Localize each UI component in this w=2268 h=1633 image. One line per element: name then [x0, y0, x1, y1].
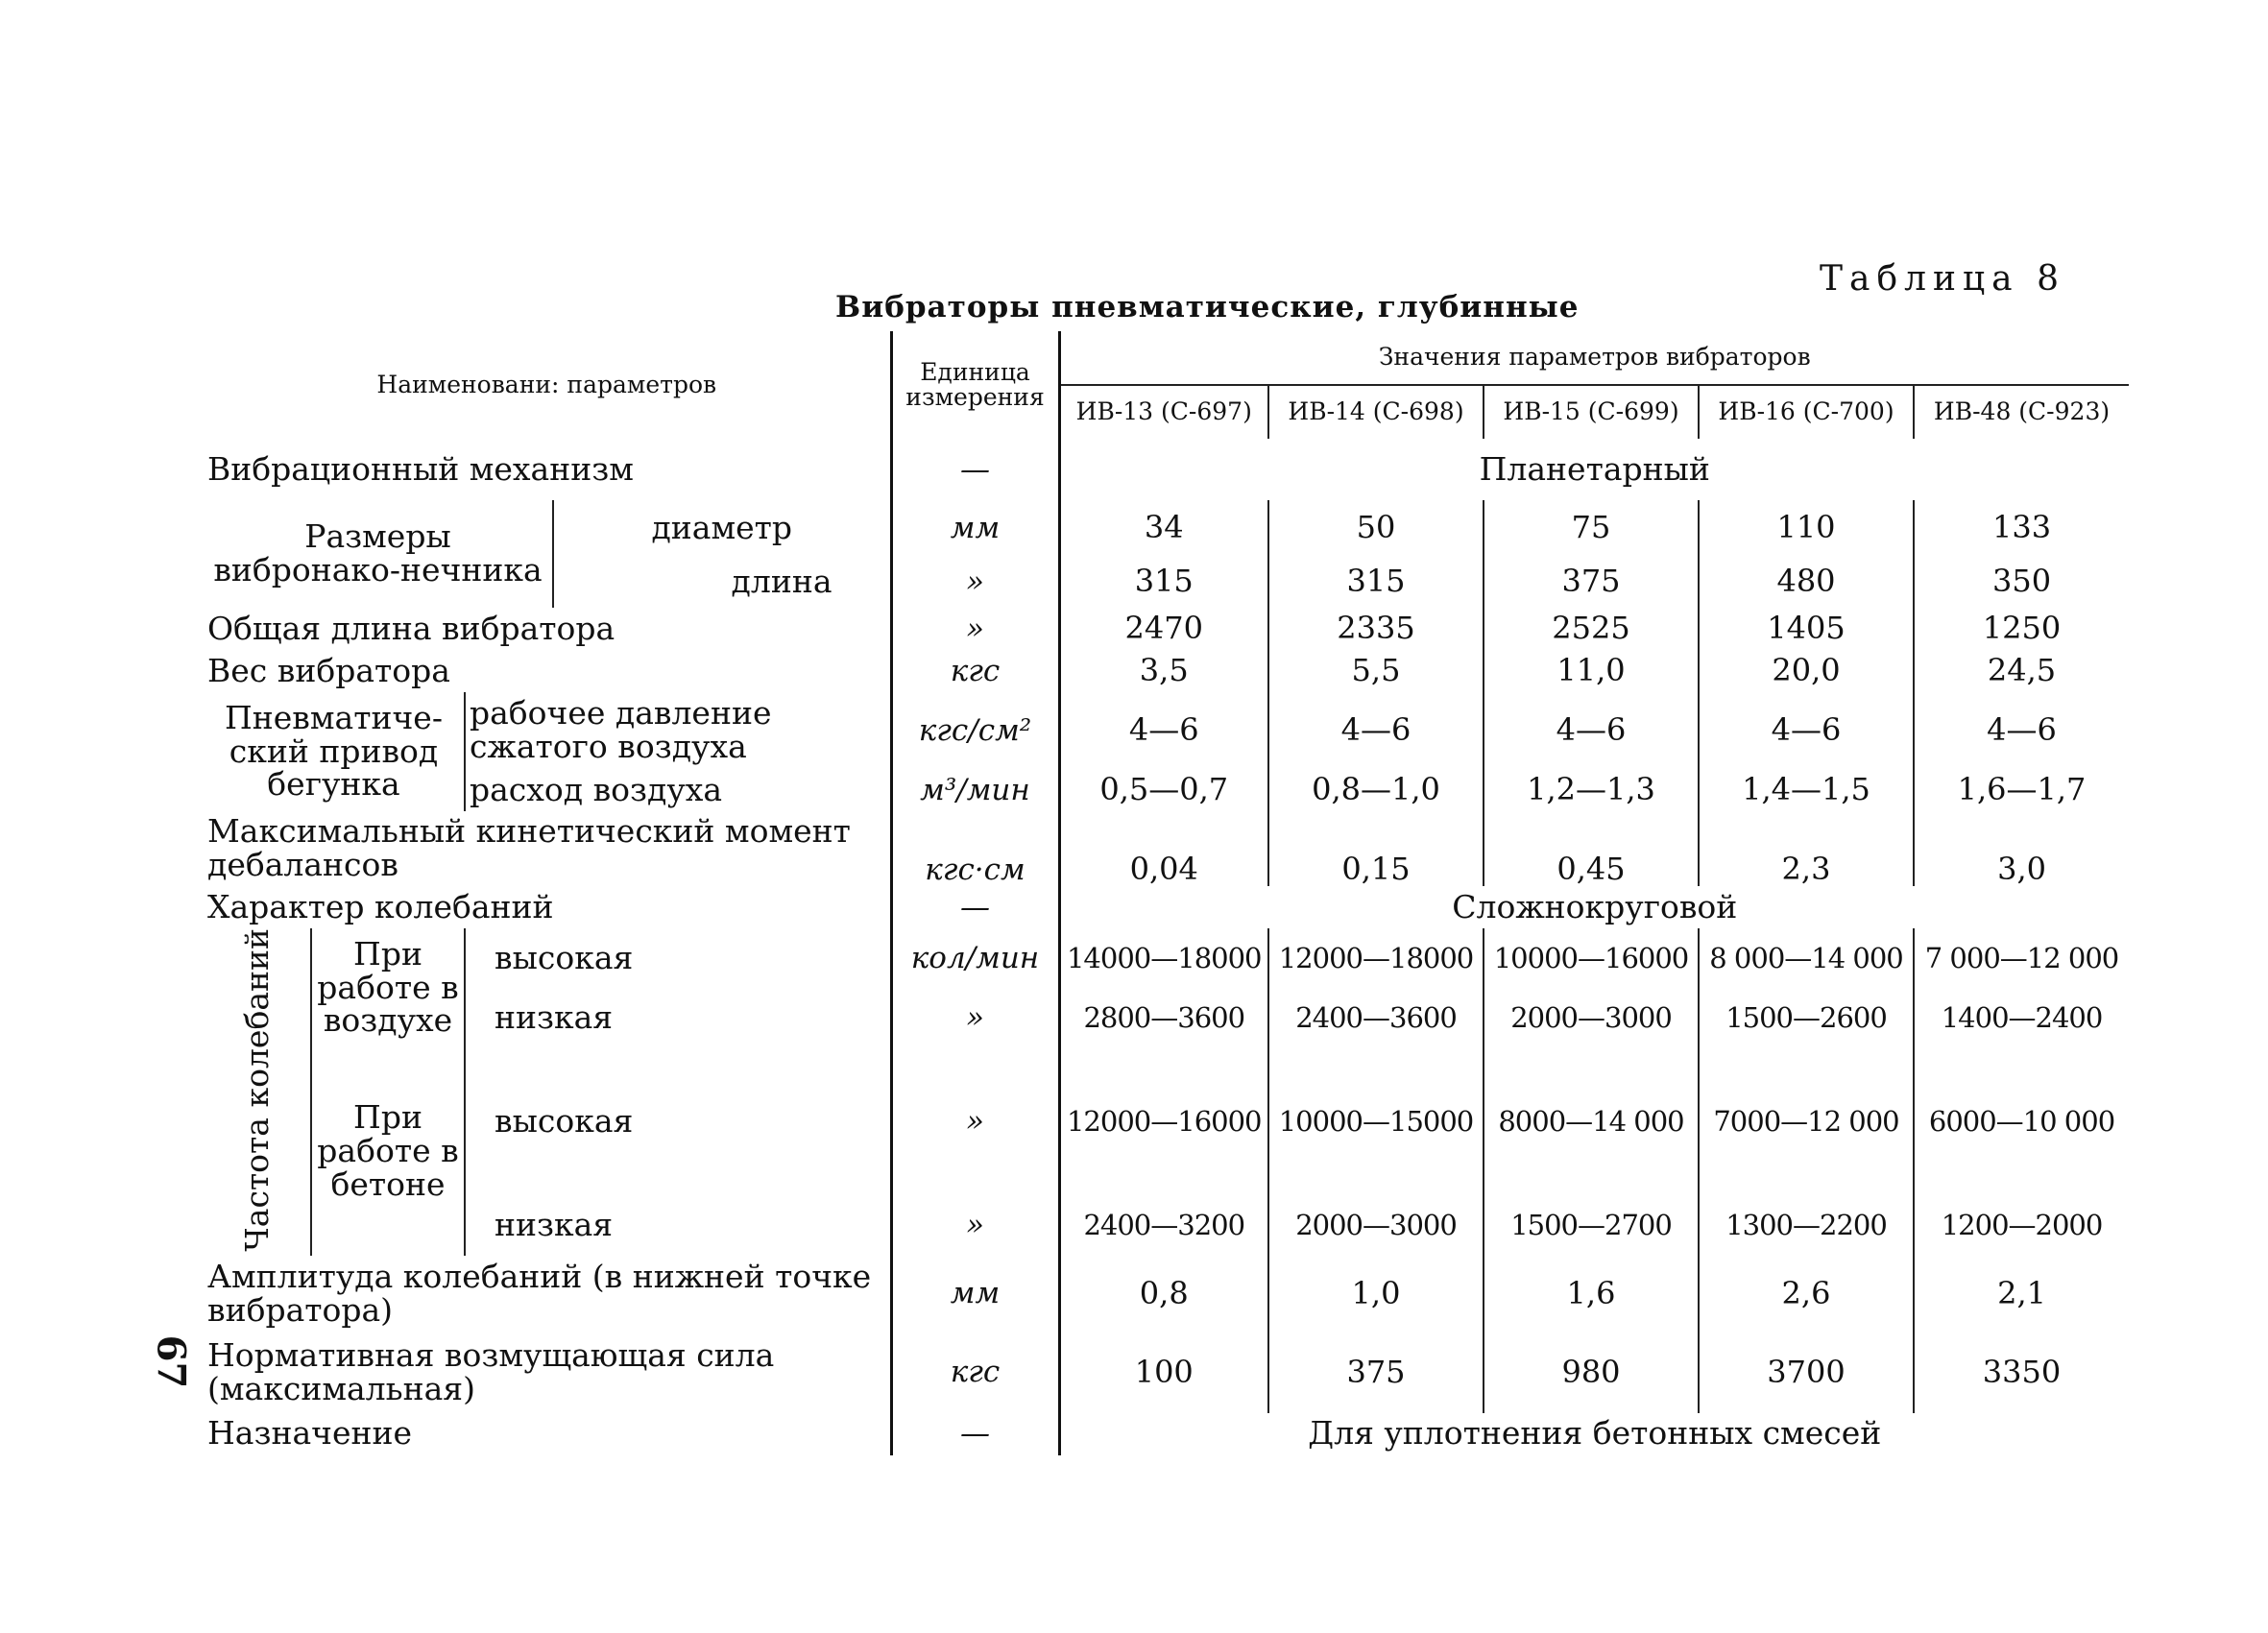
param-value: 5,5 — [1268, 650, 1484, 692]
row-force — [204, 1333, 2129, 1413]
param-value: Планетарный — [1479, 449, 1710, 488]
param-name: Назначение — [207, 1414, 412, 1453]
param-unit: » — [891, 988, 1059, 1047]
param-value: 34 — [1144, 509, 1184, 546]
param-value: 4—6 — [1268, 692, 1484, 769]
row-air-flow — [204, 769, 2129, 811]
param-value: 1,6 — [1484, 1256, 1699, 1333]
param-value: 10000—16000 — [1484, 928, 1699, 988]
param-unit: кгс — [891, 650, 1059, 692]
param-name: Характер колебаний — [207, 887, 554, 925]
param-value: 8 000—14 000 — [1699, 928, 1914, 988]
param-value: 20,0 — [1699, 650, 1914, 692]
param-unit: » — [891, 1047, 1059, 1196]
param-value: 3350 — [1914, 1333, 2129, 1413]
row-kinetic-moment — [204, 811, 2129, 886]
param-value: 1250 — [1914, 608, 2129, 650]
row-weight — [204, 650, 2129, 692]
param-name: Вибрационный механизм — [207, 449, 634, 488]
param-subname: низкая — [495, 1206, 614, 1244]
param-value: 0,8—1,0 — [1268, 769, 1484, 811]
param-value: 3700 — [1699, 1333, 1914, 1413]
param-subgroup-name: При работе в воздухе — [311, 928, 465, 1047]
param-subname: низкая — [495, 997, 614, 1036]
param-name: Нормативная возмущающая сила (максимальная) — [207, 1335, 775, 1407]
row-amplitude — [204, 1256, 2129, 1333]
param-unit: кгс — [891, 1333, 1059, 1413]
param-name: Вес вибратора — [207, 651, 450, 689]
param-value: 10000—15000 — [1268, 1047, 1484, 1196]
row-total-length — [204, 608, 2129, 650]
param-value: 2,6 — [1699, 1256, 1914, 1333]
param-name: Амплитуда колебаний (в нижней точке вибратора) — [207, 1257, 872, 1329]
param-value: 4—6 — [1128, 711, 1199, 749]
param-value: 0,5—0,7 — [1099, 771, 1229, 808]
param-value: 315 — [1268, 556, 1484, 608]
header-model: ИВ-14 (С-698) — [1268, 385, 1484, 439]
row-freq-concrete-high — [204, 1047, 2129, 1196]
param-value: 2400—3200 — [1083, 1209, 1245, 1242]
param-value: 1,0 — [1268, 1256, 1484, 1333]
row-freq-air-low — [204, 988, 2129, 1047]
param-value: 0,45 — [1484, 811, 1699, 886]
param-value: 2000—3000 — [1268, 1196, 1484, 1256]
header-model: ИВ-15 (С-699) — [1484, 385, 1699, 439]
param-value: 2335 — [1268, 608, 1484, 650]
header-model: ИВ-13 (С-697) — [1059, 385, 1268, 439]
param-value: 6000—10 000 — [1914, 1047, 2129, 1196]
param-subname: рабочее давление сжатого воздуха — [470, 694, 772, 765]
param-value: 11,0 — [1484, 650, 1699, 692]
param-value: 980 — [1484, 1333, 1699, 1413]
param-unit: » — [891, 608, 1059, 650]
param-value: 24,5 — [1914, 650, 2129, 692]
param-value: Сложнокруговой — [1452, 887, 1738, 925]
param-group-name: Размеры вибронако-нечника — [204, 500, 553, 608]
page-number: 67 — [148, 1334, 194, 1389]
param-subname: длина — [731, 562, 832, 600]
row-purpose — [204, 1413, 2129, 1455]
param-unit: кол/мин — [891, 928, 1059, 988]
param-value: 3,5 — [1139, 652, 1189, 689]
param-value: 1405 — [1699, 608, 1914, 650]
param-value: 4—6 — [1914, 692, 2129, 769]
param-group-name: Частота колебаний — [237, 928, 276, 1252]
param-value: 2400—3600 — [1268, 988, 1484, 1047]
param-group-name: Пневматиче-ский привод бегунка — [204, 692, 465, 811]
param-value: 1,2—1,3 — [1484, 769, 1699, 811]
param-unit: кгс·см — [891, 811, 1059, 886]
param-value: 12000—16000 — [1066, 1105, 1262, 1139]
param-unit: — — [891, 1413, 1059, 1455]
param-value: 110 — [1699, 500, 1914, 556]
param-value: 2525 — [1484, 608, 1699, 650]
param-value: 4—6 — [1484, 692, 1699, 769]
param-value: 315 — [1134, 563, 1194, 600]
param-value: 1500—2700 — [1484, 1196, 1699, 1256]
param-value: 2800—3600 — [1083, 1000, 1245, 1034]
header-parameter-name: Наименовани: параметров — [376, 370, 717, 398]
param-subname: диаметр — [651, 508, 793, 546]
row-tip-diameter — [204, 500, 2129, 556]
param-value: 480 — [1699, 556, 1914, 608]
param-value: 8000—14 000 — [1484, 1047, 1699, 1196]
param-subname: расход воздуха — [470, 770, 723, 808]
param-unit: мм — [891, 500, 1059, 556]
param-value: 50 — [1268, 500, 1484, 556]
param-subname: высокая — [495, 938, 634, 976]
param-unit: — — [891, 439, 1059, 500]
freq-group-cell — [204, 928, 311, 1256]
table-title: Вибраторы пневматические, глубинные — [835, 290, 1580, 324]
param-value: Для уплотнения бетонных смесей — [1308, 1414, 1882, 1453]
header-model: ИВ-16 (С-700) — [1699, 385, 1914, 439]
param-value: 1500—2600 — [1699, 988, 1914, 1047]
param-value: 14000—18000 — [1066, 941, 1262, 974]
param-value: 2,3 — [1699, 811, 1914, 886]
param-unit: » — [891, 1196, 1059, 1256]
param-value: 133 — [1914, 500, 2129, 556]
param-value: 0,8 — [1139, 1274, 1189, 1311]
param-unit: — — [891, 886, 1059, 928]
vibrator-spec-table — [204, 331, 2129, 1455]
param-unit: » — [891, 556, 1059, 608]
param-value: 12000—18000 — [1268, 928, 1484, 988]
param-value: 4—6 — [1699, 692, 1914, 769]
param-subgroup-name: При работе в бетоне — [311, 1047, 465, 1256]
param-value: 1400—2400 — [1914, 988, 2129, 1047]
row-mechanism — [204, 439, 2129, 500]
param-value: 100 — [1134, 1353, 1194, 1390]
param-name: Максимальный кинетический момент дебалансов — [207, 812, 851, 883]
row-freq-concrete-low — [204, 1196, 2129, 1256]
param-unit: мм — [891, 1256, 1059, 1333]
row-freq-air-high — [204, 928, 2129, 988]
param-value: 3,0 — [1914, 811, 2129, 886]
param-value: 7000—12 000 — [1699, 1047, 1914, 1196]
param-value: 1,6—1,7 — [1914, 769, 2129, 811]
param-value: 2470 — [1124, 610, 1203, 647]
param-value: 375 — [1484, 556, 1699, 608]
param-name: Общая длина вибратора — [207, 609, 615, 647]
param-value: 375 — [1268, 1333, 1484, 1413]
header-model: ИВ-48 (С-923) — [1914, 385, 2129, 439]
param-value: 0,04 — [1129, 851, 1198, 888]
param-value: 1200—2000 — [1914, 1196, 2129, 1256]
param-value: 2,1 — [1914, 1256, 2129, 1333]
param-unit: кгс/см² — [891, 692, 1059, 769]
table-label: Таблица 8 — [1820, 259, 2065, 299]
header-values-group: Значения параметров вибраторов — [1378, 343, 1811, 372]
header-unit: Единица измерения — [891, 331, 1059, 439]
param-value: 1,4—1,5 — [1699, 769, 1914, 811]
param-unit: м³/мин — [891, 769, 1059, 811]
row-oscillation-type — [204, 886, 2129, 928]
param-value: 1300—2200 — [1699, 1196, 1914, 1256]
param-subname: высокая — [495, 1101, 634, 1140]
param-value: 7 000—12 000 — [1914, 928, 2129, 988]
param-value: 0,15 — [1268, 811, 1484, 886]
param-value: 350 — [1914, 556, 2129, 608]
param-value: 75 — [1484, 500, 1699, 556]
param-value: 2000—3000 — [1484, 988, 1699, 1047]
row-air-pressure — [204, 692, 2129, 769]
